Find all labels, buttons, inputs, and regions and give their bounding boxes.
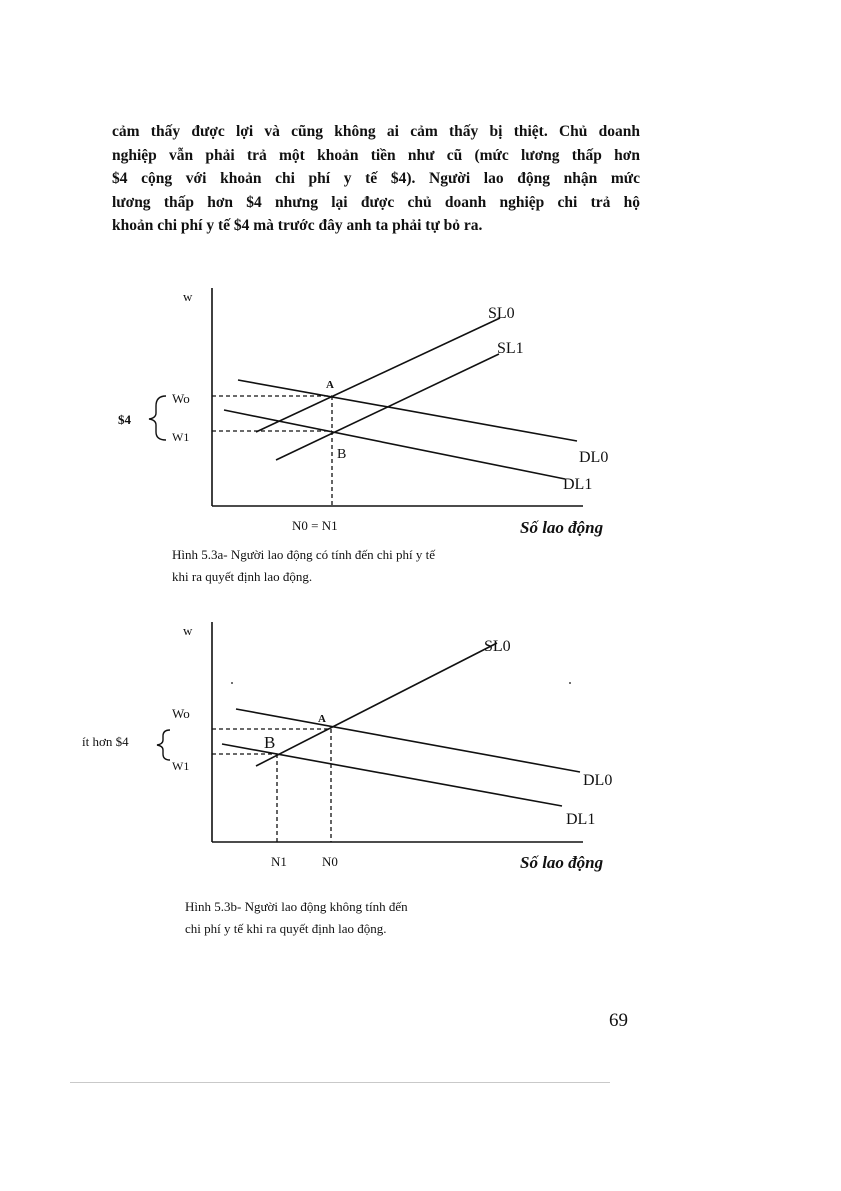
bracket-shape bbox=[157, 730, 170, 760]
point-a-label: A bbox=[318, 713, 326, 725]
bracket-shape bbox=[149, 396, 166, 440]
figure-5-3b bbox=[0, 615, 841, 880]
demand-curve-dl1 bbox=[224, 410, 565, 479]
body-line: lương thấp hơn $4 nhưng lại được chủ doanh nghiệp chi trả hộ bbox=[112, 193, 640, 211]
page-number: 69 bbox=[609, 1010, 628, 1031]
stray-dot bbox=[569, 682, 571, 684]
n0-n1-label: N0 = N1 bbox=[292, 518, 338, 533]
demand-curve-dl1 bbox=[222, 744, 562, 806]
supply-curve-sl0 bbox=[256, 643, 497, 766]
supply-sl1-label: SL1 bbox=[497, 340, 524, 357]
y-axis-label: w bbox=[183, 289, 193, 304]
w1-label: W1 bbox=[172, 430, 190, 444]
n0-label: N0 bbox=[322, 854, 338, 869]
x-axis-label: Số lao động bbox=[520, 518, 604, 537]
demand-dl1-label: DL1 bbox=[563, 476, 593, 493]
body-line: khoản chi phí y tế $4 mà trước đây anh ta phải tự bỏ ra. bbox=[112, 217, 483, 234]
figure-5-3a bbox=[0, 280, 841, 550]
bracket-label: $4 bbox=[118, 412, 131, 427]
point-b-label: B bbox=[264, 733, 276, 752]
stray-dot bbox=[231, 682, 233, 684]
demand-curve-dl0 bbox=[238, 380, 577, 441]
supply-curve-sl0 bbox=[256, 318, 500, 432]
demand-dl0-label: DL0 bbox=[583, 772, 613, 789]
w0-label: Wo bbox=[172, 391, 190, 406]
body-line: $4 cộng với khoản chi phí y tế $4). Người lao động nhận mức bbox=[112, 170, 640, 187]
n1-label: N1 bbox=[271, 854, 287, 869]
x-axis-label: Số lao động bbox=[520, 853, 604, 872]
body-line: cảm thấy được lợi và cũng không ai cảm thấy bị thiệt. Chủ doanh bbox=[112, 123, 640, 140]
body-paragraph bbox=[112, 120, 640, 238]
demand-dl1-label: DL1 bbox=[566, 811, 596, 828]
supply-sl0-label: SL0 bbox=[484, 638, 511, 655]
supply-sl0-label: SL0 bbox=[488, 305, 515, 322]
caption-line: Hình 5.3b- Người lao động không tính đến bbox=[185, 899, 408, 914]
demand-dl0-label: DL0 bbox=[579, 449, 609, 466]
w0-label: Wo bbox=[172, 706, 190, 721]
caption-line: Hình 5.3a- Người lao động có tính đến chi phí y tế bbox=[172, 547, 436, 562]
y-axis-label: w bbox=[183, 623, 193, 638]
body-line: nghiệp vẫn phải trả một khoản tiền như cũ (mức lương thấp hơn bbox=[112, 146, 640, 164]
demand-curve-dl0 bbox=[236, 709, 580, 772]
bracket-label: ít hơn $4 bbox=[82, 734, 129, 749]
point-a-label: A bbox=[326, 379, 334, 391]
figure-5-3b-caption bbox=[185, 896, 408, 940]
w1-label: W1 bbox=[172, 759, 190, 773]
footer-rule bbox=[70, 1082, 610, 1083]
caption-line: khi ra quyết định lao động. bbox=[172, 569, 313, 584]
point-b-label: B bbox=[337, 447, 347, 462]
caption-line: chi phí y tế khi ra quyết định lao động. bbox=[185, 921, 387, 936]
figure-5-3a-caption bbox=[172, 544, 435, 588]
